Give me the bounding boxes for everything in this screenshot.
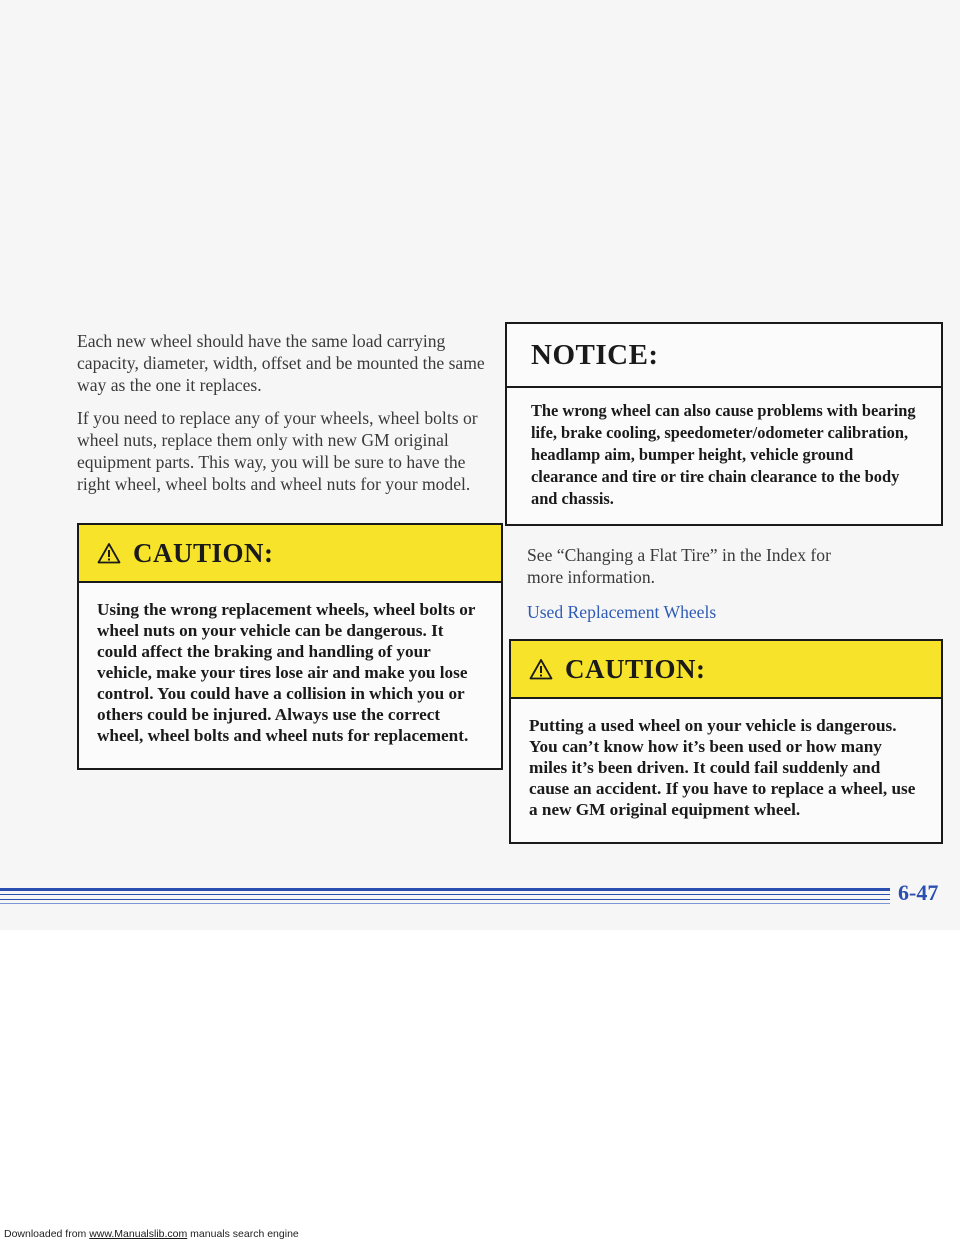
caution-text: Putting a used wheel on your vehicle is dangerous. You can’t know how it’s been used or how many miles it’s been driven. It could fail suddenly and cause an accident. If you have to replace a wheel, use a new GM original equipment wheel. bbox=[529, 716, 916, 819]
right-column bbox=[505, 322, 943, 844]
footer-prefix: Downloaded from bbox=[4, 1228, 90, 1240]
page-number: 6-47 bbox=[898, 880, 939, 905]
notice-header bbox=[507, 324, 941, 388]
caution-label: CAUTION: bbox=[565, 653, 706, 684]
caution-text: Using the wrong replacement wheels, wheel bolts or wheel nuts on your vehicle can be dangerous. It could affect the braking and handling of your vehicle, make your tires lose air and make you lose control. You could have a collision in which you or others could be injured. Always use the correct wheel, wheel bolts and wheel nuts for replacement. bbox=[97, 600, 476, 745]
warning-triangle-icon bbox=[529, 658, 553, 680]
paragraph-replace-parts: If you need to replace any of your wheels, wheel bolts or wheel nuts, replace them only with new GM original equipment parts. This way, you will be sure to have the right wheel, wheel bolts and wheel nuts for your model. bbox=[77, 408, 478, 494]
left-column bbox=[77, 330, 497, 770]
notice-box bbox=[505, 322, 943, 526]
caution-box-replacement bbox=[77, 523, 503, 770]
notice-text: The wrong wheel can also cause problems with bearing life, brake cooling, speedometer/odometer calibration, headlamp aim, bumper height, vehicle ground clearance and tire or tire chain clearance to the body and chassis. bbox=[531, 401, 916, 508]
notice-label: NOTICE: bbox=[531, 338, 659, 371]
caution-header bbox=[511, 641, 941, 699]
caution-label: CAUTION: bbox=[133, 537, 274, 568]
manualslib-link[interactable]: www.Manualslib.com bbox=[89, 1228, 188, 1240]
download-footer bbox=[4, 1228, 299, 1240]
paragraph-wheel-spec: Each new wheel should have the same load carrying capacity, diameter, width, offset and be mounted the same way as the one it replaces. bbox=[77, 331, 485, 395]
warning-triangle-icon bbox=[97, 542, 121, 564]
section-heading-used-wheels: Used Replacement Wheels bbox=[527, 602, 717, 622]
caution-header bbox=[79, 525, 501, 583]
footer-suffix: manuals search engine bbox=[187, 1228, 299, 1240]
caution-box-used-wheel bbox=[509, 639, 943, 844]
page-footer-rule bbox=[0, 880, 960, 914]
paragraph-see-index: See “Changing a Flat Tire” in the Index for more information. bbox=[527, 545, 831, 587]
